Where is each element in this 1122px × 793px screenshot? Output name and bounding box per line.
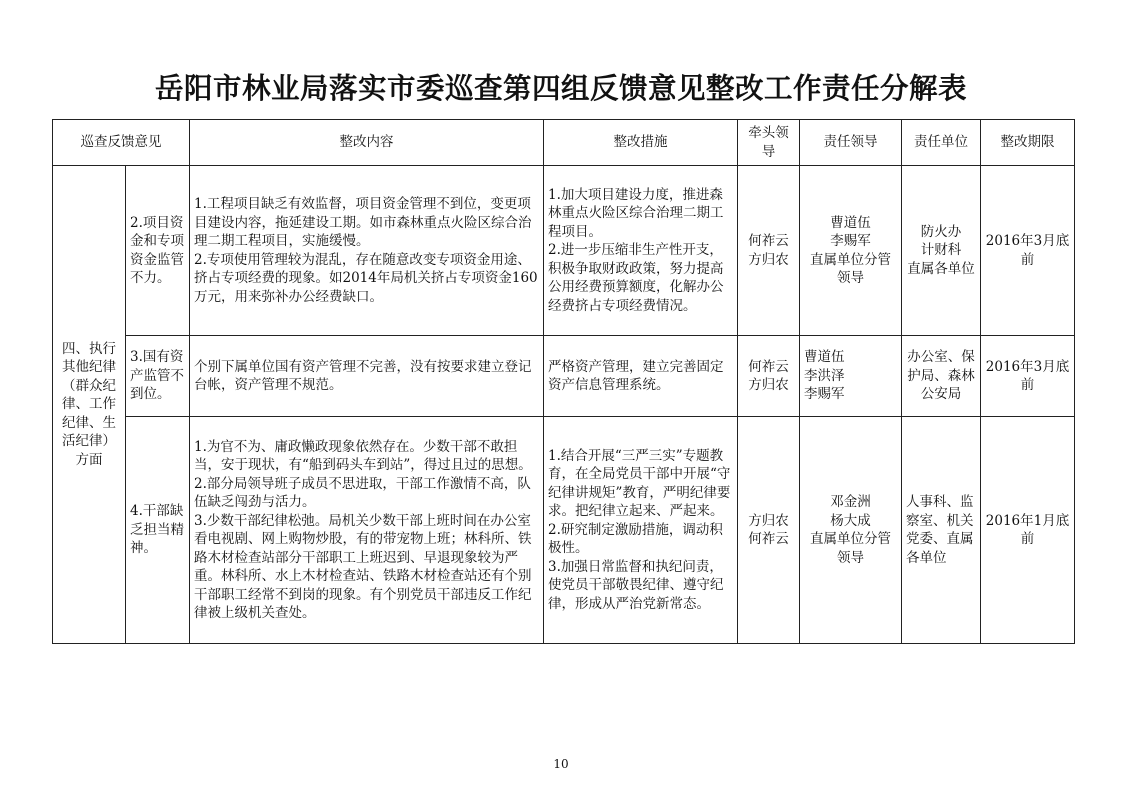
deadline-cell: 2016年3月底前: [981, 166, 1075, 336]
deadline-cell: 2016年3月底前: [981, 336, 1075, 417]
header-deadline: 整改期限: [981, 120, 1075, 166]
lead-cell: 何祚云 方归农: [738, 166, 800, 336]
issue-cell: 4.干部缺乏担当精神。: [126, 417, 190, 644]
measures-cell: 1.加大项目建设力度，推进森林重点火险区综合治理二期工程项目。 2.进一步压缩非生产性开支，积极争取财政政策，努力提高公用经费预算额度，化解办公经费挤占专项经费情况。: [544, 166, 738, 336]
header-leader: 责任领导: [800, 120, 902, 166]
lead-cell: 何祚云 方归农: [738, 336, 800, 417]
page-number: 10: [553, 757, 569, 771]
issue-cell: 2.项目资金和专项资金监管不力。: [126, 166, 190, 336]
table-row: [53, 417, 1075, 644]
deadline-cell: 2016年1月底前: [981, 417, 1075, 644]
category-cell: 四、执行其他纪律（群众纪律、工作纪律、生活纪律）方面: [53, 166, 126, 644]
header-lead: 牵头领导: [738, 120, 800, 166]
header-measures: 整改措施: [544, 120, 738, 166]
leader-cell: 曹道伍 李洪泽 李赐军: [800, 336, 902, 417]
header-unit: 责任单位: [902, 120, 981, 166]
document-title: 岳阳市林业局落实市委巡查第四组反馈意见整改工作责任分解表: [154, 72, 967, 105]
leader-cell: 曹道伍 李赐军 直属单位分管领导: [800, 166, 902, 336]
table-row: [53, 336, 1075, 417]
responsibility-table: [52, 119, 1075, 644]
content-cell: 个别下属单位国有资产管理不完善，没有按要求建立登记台帐，资产管理不规范。: [190, 336, 544, 417]
leader-cell: 邓金洲 杨大成 直属单位分管领导: [800, 417, 902, 644]
lead-cell: 方归农 何祚云: [738, 417, 800, 644]
measures-cell: 严格资产管理，建立完善固定资产信息管理系统。: [544, 336, 738, 417]
unit-cell: 人事科、监察室、机关党委、直属各单位: [902, 417, 981, 644]
content-cell: 1.为官不为、庸政懒政现象依然存在。少数干部不敢担当，安于现状，有“船到码头车到站”，得过且过的思想。 2.部分局领导班子成员不思进取，干部工作激情不高，队伍缺乏闯劲与活力。 3.少数干部纪律松弛。局机关少数干部上班时间在办公室看电视剧、网上购物炒股，有的带宠物上班；林科所、铁路木材检查站部分干部职工上班迟到、早退现象较为严重。林科所、水上木材检查站、铁路木材检查站还有个别干部职工经常不到岗的现象。有个别党员干部违反工作纪律被上级机关查处。: [190, 417, 544, 644]
table-row: [53, 166, 1075, 336]
header-content: 整改内容: [190, 120, 544, 166]
header-feedback: 巡查反馈意见: [53, 120, 190, 166]
unit-cell: 办公室、保护局、森林公安局: [902, 336, 981, 417]
content-cell: 1.工程项目缺乏有效监督，项目资金管理不到位，变更项目建设内容，拖延建设工期。如市森林重点火险区综合治理二期工程项目，实施缓慢。 2.专项使用管理较为混乱，存在随意改变专项资金用途、挤占专项经费的现象。如2014年局机关挤占专项资金160万元，用来弥补办公经费缺口。: [190, 166, 544, 336]
unit-cell: 防火办 计财科 直属各单位: [902, 166, 981, 336]
issue-cell: 3.国有资产监管不到位。: [126, 336, 190, 417]
header-row: [53, 120, 1075, 166]
measures-cell: 1.结合开展“三严三实”专题教育，在全局党员干部中开展“守纪律讲规矩”教育，严明纪律要求。把纪律立起来、严起来。 2.研究制定激励措施，调动积极性。 3.加强日常监督和执纪问责，使党员干部敬畏纪律、遵守纪律，形成从严治党新常态。: [544, 417, 738, 644]
